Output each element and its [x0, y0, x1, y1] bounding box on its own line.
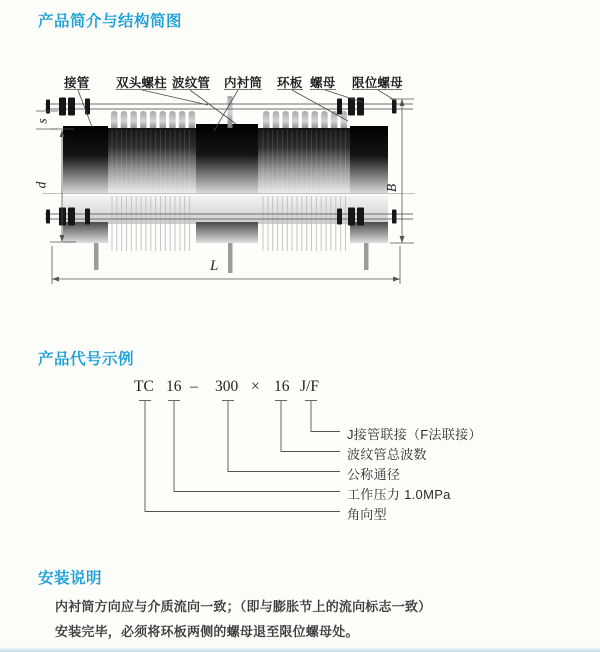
diagram-label-limit-nut: 限位螺母 — [352, 76, 403, 90]
section-title-intro: 产品简介与结构简图 — [38, 13, 183, 30]
code-annotation-type: 角向型 — [347, 507, 387, 522]
code-segment-pressure: 16 — [166, 378, 182, 395]
install-instruction-line: 安装完毕，必须将环板两侧的螺母退至限位螺母处。 — [55, 624, 359, 639]
code-segment-times: × — [251, 378, 260, 395]
code-segment-connection: J/F — [300, 378, 319, 395]
code-segment-dash: – — [190, 378, 198, 395]
code-segment-diameter: 300 — [215, 378, 239, 395]
diagram-label-connection-pipe: 接管 — [64, 76, 90, 90]
section-title-install: 安装说明 — [38, 570, 103, 587]
diagram-label-nut: 螺母 — [310, 76, 336, 90]
code-segment-type: TC — [134, 378, 154, 395]
diagram-label-double-stud: 双头螺柱 — [116, 76, 167, 90]
code-annotation-connection: J接管联接（F法联接） — [347, 427, 482, 442]
diagram-label-bellows: 波纹管 — [172, 76, 211, 90]
dim-label-L: L — [210, 258, 219, 274]
diagram-label-inner-liner: 内衬筒 — [224, 76, 263, 90]
dim-label-d: d — [33, 181, 49, 189]
code-connector-lines — [139, 401, 340, 512]
install-instruction-line: 内衬筒方向应与介质流向一致；（即与膨胀节上的流向标志一致） — [55, 599, 432, 614]
code-annotation-diameter: 公称通径 — [347, 467, 401, 482]
code-annotation-waves: 波纹管总波数 — [347, 447, 427, 462]
dim-label-B: B — [384, 183, 400, 193]
section-title-code: 产品代号示例 — [38, 351, 135, 368]
code-segment-waves: 16 — [274, 378, 290, 395]
code-annotation-pressure: 工作压力 1.0MPa — [347, 487, 451, 502]
dim-label-s: s — [34, 118, 50, 124]
page-bottom-edge — [0, 647, 600, 652]
diagram-label-ring-plate: 环板 — [277, 76, 303, 90]
